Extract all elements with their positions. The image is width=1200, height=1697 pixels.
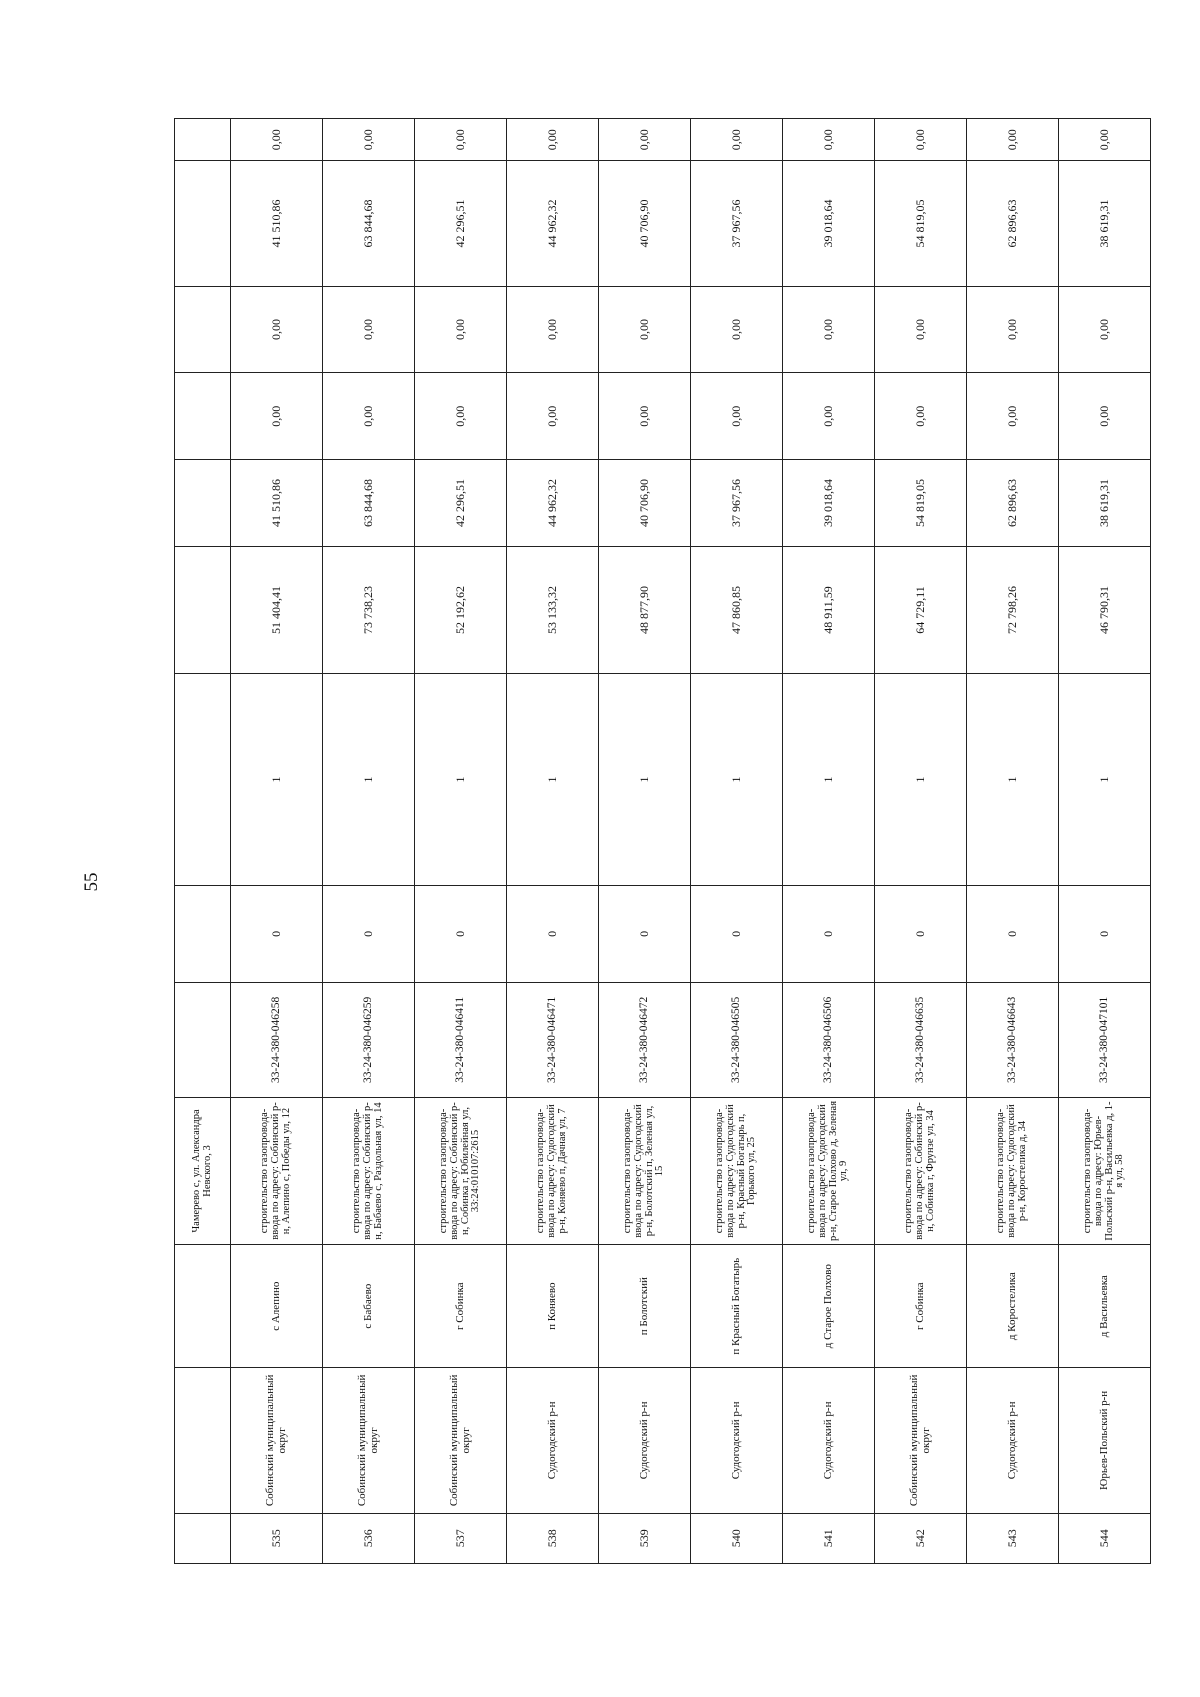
value-cell: 1 bbox=[231, 674, 323, 886]
amount-cell: 47 860,85 bbox=[691, 546, 783, 673]
value-cell: 1 bbox=[783, 674, 875, 886]
table-cell bbox=[175, 982, 231, 1097]
amount-cell: 41 510,86 bbox=[231, 161, 323, 286]
row-number-cell: 537 bbox=[415, 1513, 507, 1563]
amount-cell: 64 729,11 bbox=[875, 546, 967, 673]
row-number-cell: 541 bbox=[783, 1513, 875, 1563]
row-number-cell: 543 bbox=[967, 1513, 1059, 1563]
district-cell: Судогодский р-н bbox=[599, 1368, 691, 1513]
amount-cell: 0,00 bbox=[415, 286, 507, 373]
description-cell: строительство газопровода-ввода по адресу: Собинский р-н, Алепино с, Победы ул, 12 bbox=[231, 1097, 323, 1244]
description-cell: строительство газопровода-ввода по адресу: Судогодский р-н, Красный Богатырь п, Горького ул, 25 bbox=[691, 1097, 783, 1244]
amount-cell: 0,00 bbox=[1059, 286, 1151, 373]
district-cell: Судогодский р-н bbox=[691, 1368, 783, 1513]
code-cell: 33-24-380-047101 bbox=[1059, 982, 1151, 1097]
amount-cell: 0,00 bbox=[231, 373, 323, 460]
amount-cell: 44 962,32 bbox=[507, 460, 599, 547]
table-row bbox=[415, 119, 507, 1564]
value-cell: 1 bbox=[1059, 674, 1151, 886]
amount-cell: 0,00 bbox=[967, 286, 1059, 373]
amount-cell: 63 844,68 bbox=[323, 460, 415, 547]
locality-cell: п Коняево bbox=[507, 1245, 599, 1368]
value-cell: 1 bbox=[691, 674, 783, 886]
table-cell bbox=[175, 161, 231, 286]
row-number-cell: 540 bbox=[691, 1513, 783, 1563]
amount-cell: 0,00 bbox=[323, 373, 415, 460]
district-cell: Судогодский р-н bbox=[783, 1368, 875, 1513]
description-cell: строительство газопровода-ввода по адресу: Юрьев-Польский р-н, Васильевка д, 1-я ул, 58 bbox=[1059, 1097, 1151, 1244]
table-cell bbox=[175, 286, 231, 373]
value-cell: 1 bbox=[323, 674, 415, 886]
table-cell bbox=[175, 373, 231, 460]
amount-cell: 48 911,59 bbox=[783, 546, 875, 673]
amount-cell: 38 619,31 bbox=[1059, 460, 1151, 547]
locality-cell: г Собинка bbox=[415, 1245, 507, 1368]
locality-cell: с Бабаево bbox=[323, 1245, 415, 1368]
amount-cell: 62 896,63 bbox=[967, 161, 1059, 286]
district-cell: Собинский муниципальный округ bbox=[415, 1368, 507, 1513]
amount-cell: 0,00 bbox=[783, 119, 875, 161]
description-cell: строительство газопровода-ввода по адресу: Судогодский р-н, Болотский п, Зеленая ул, 15 bbox=[599, 1097, 691, 1244]
table-row bbox=[875, 119, 967, 1564]
amount-cell: 0,00 bbox=[507, 373, 599, 460]
table-row bbox=[967, 119, 1059, 1564]
table-row bbox=[231, 119, 323, 1564]
description-cell: строительство газопровода-ввода по адресу: Судогодский р-н, Коростелика д, 34 bbox=[967, 1097, 1059, 1244]
amount-cell: 0,00 bbox=[875, 286, 967, 373]
table-row bbox=[323, 119, 415, 1564]
locality-cell: д Коростелика bbox=[967, 1245, 1059, 1368]
amount-cell: 0,00 bbox=[967, 119, 1059, 161]
description-cell: строительство газопровода-ввода по адресу: Собинский р-н, Собинка г, Фрунзе ул, 34 bbox=[875, 1097, 967, 1244]
amount-cell: 48 877,90 bbox=[599, 546, 691, 673]
table-cell bbox=[175, 885, 231, 982]
amount-cell: 0,00 bbox=[507, 286, 599, 373]
row-number-cell: 536 bbox=[323, 1513, 415, 1563]
table-cell bbox=[175, 546, 231, 673]
value-cell: 0 bbox=[323, 885, 415, 982]
amount-cell: 40 706,90 bbox=[599, 460, 691, 547]
value-cell: 0 bbox=[875, 885, 967, 982]
amount-cell: 62 896,63 bbox=[967, 460, 1059, 547]
locality-cell: п Болотский bbox=[599, 1245, 691, 1368]
amount-cell: 0,00 bbox=[875, 119, 967, 161]
value-cell: 0 bbox=[967, 885, 1059, 982]
district-cell: Судогодский р-н bbox=[967, 1368, 1059, 1513]
locality-cell: д Старое Полхово bbox=[783, 1245, 875, 1368]
value-cell: 1 bbox=[875, 674, 967, 886]
value-cell: 0 bbox=[231, 885, 323, 982]
amount-cell: 72 798,26 bbox=[967, 546, 1059, 673]
value-cell: 0 bbox=[1059, 885, 1151, 982]
amount-cell: 41 510,86 bbox=[231, 460, 323, 547]
amount-cell: 0,00 bbox=[323, 119, 415, 161]
row-number-cell: 542 bbox=[875, 1513, 967, 1563]
page-number: 55 bbox=[81, 872, 102, 892]
description-cell: строительство газопровода-ввода по адресу: Судогодский р-н, Старое Полхово д, Зеленая ул, 9 bbox=[783, 1097, 875, 1244]
value-cell: 1 bbox=[507, 674, 599, 886]
code-cell: 33-24-380-046472 bbox=[599, 982, 691, 1097]
amount-cell: 0,00 bbox=[967, 373, 1059, 460]
amount-cell: 0,00 bbox=[507, 119, 599, 161]
table-row bbox=[599, 119, 691, 1564]
header-fragment-cell: Чамерево с, ул. Александра Невского, 3 bbox=[175, 1097, 231, 1244]
amount-cell: 37 967,56 bbox=[691, 460, 783, 547]
table-cell bbox=[175, 674, 231, 886]
description-cell: строительство газопровода-ввода по адресу: Собинский р-н, Собинка г, Юбилейная ул, 33:24:010107:2615 bbox=[415, 1097, 507, 1244]
value-cell: 0 bbox=[415, 885, 507, 982]
table-row bbox=[1059, 119, 1151, 1564]
amount-cell: 0,00 bbox=[875, 373, 967, 460]
amount-cell: 54 819,05 bbox=[875, 161, 967, 286]
table-frame bbox=[174, 118, 1132, 1564]
data-table bbox=[174, 118, 1151, 1564]
table-cell bbox=[175, 1513, 231, 1563]
locality-cell: г Собинка bbox=[875, 1245, 967, 1368]
row-number-cell: 544 bbox=[1059, 1513, 1151, 1563]
amount-cell: 39 018,64 bbox=[783, 460, 875, 547]
locality-cell: д Васильевка bbox=[1059, 1245, 1151, 1368]
amount-cell: 0,00 bbox=[1059, 373, 1151, 460]
table-cell bbox=[175, 1368, 231, 1513]
description-cell: строительство газопровода-ввода по адресу: Собинский р-н, Бабаево с, Раздольная ул, 14 bbox=[323, 1097, 415, 1244]
amount-cell: 37 967,56 bbox=[691, 161, 783, 286]
district-cell: Собинский муниципальный округ bbox=[231, 1368, 323, 1513]
amount-cell: 63 844,68 bbox=[323, 161, 415, 286]
row-number-cell: 538 bbox=[507, 1513, 599, 1563]
amount-cell: 0,00 bbox=[599, 119, 691, 161]
amount-cell: 42 296,51 bbox=[415, 161, 507, 286]
amount-cell: 51 404,41 bbox=[231, 546, 323, 673]
amount-cell: 38 619,31 bbox=[1059, 161, 1151, 286]
amount-cell: 0,00 bbox=[415, 119, 507, 161]
table-cell bbox=[175, 460, 231, 547]
amount-cell: 0,00 bbox=[323, 286, 415, 373]
district-cell: Судогодский р-н bbox=[507, 1368, 599, 1513]
amount-cell: 0,00 bbox=[783, 373, 875, 460]
amount-cell: 52 192,62 bbox=[415, 546, 507, 673]
amount-cell: 0,00 bbox=[691, 286, 783, 373]
table-row bbox=[783, 119, 875, 1564]
locality-cell: п Красный Богатырь bbox=[691, 1245, 783, 1368]
row-number-cell: 539 bbox=[599, 1513, 691, 1563]
code-cell: 33-24-380-046258 bbox=[231, 982, 323, 1097]
district-cell: Собинский муниципальный округ bbox=[323, 1368, 415, 1513]
district-cell: Юрьев-Польский р-н bbox=[1059, 1368, 1151, 1513]
header-fragment-row bbox=[175, 119, 231, 1564]
amount-cell: 0,00 bbox=[231, 119, 323, 161]
amount-cell: 53 133,32 bbox=[507, 546, 599, 673]
table-cell bbox=[175, 1245, 231, 1368]
code-cell: 33-24-380-046471 bbox=[507, 982, 599, 1097]
locality-cell: с Алепино bbox=[231, 1245, 323, 1368]
code-cell: 33-24-380-046635 bbox=[875, 982, 967, 1097]
amount-cell: 40 706,90 bbox=[599, 161, 691, 286]
amount-cell: 0,00 bbox=[783, 286, 875, 373]
value-cell: 1 bbox=[599, 674, 691, 886]
value-cell: 0 bbox=[783, 885, 875, 982]
value-cell: 0 bbox=[507, 885, 599, 982]
value-cell: 1 bbox=[967, 674, 1059, 886]
district-cell: Собинский муниципальный округ bbox=[875, 1368, 967, 1513]
table-row bbox=[507, 119, 599, 1564]
amount-cell: 0,00 bbox=[599, 286, 691, 373]
code-cell: 33-24-380-046505 bbox=[691, 982, 783, 1097]
amount-cell: 73 738,23 bbox=[323, 546, 415, 673]
amount-cell: 0,00 bbox=[599, 373, 691, 460]
table-cell bbox=[175, 119, 231, 161]
value-cell: 0 bbox=[599, 885, 691, 982]
amount-cell: 39 018,64 bbox=[783, 161, 875, 286]
description-cell: строительство газопровода-ввода по адресу: Судогодский р-н, Коняево п, Дачная ул, 7 bbox=[507, 1097, 599, 1244]
amount-cell: 0,00 bbox=[1059, 119, 1151, 161]
amount-cell: 0,00 bbox=[231, 286, 323, 373]
table-row bbox=[691, 119, 783, 1564]
code-cell: 33-24-380-046411 bbox=[415, 982, 507, 1097]
amount-cell: 44 962,32 bbox=[507, 161, 599, 286]
amount-cell: 0,00 bbox=[691, 373, 783, 460]
amount-cell: 42 296,51 bbox=[415, 460, 507, 547]
amount-cell: 0,00 bbox=[415, 373, 507, 460]
code-cell: 33-24-380-046506 bbox=[783, 982, 875, 1097]
code-cell: 33-24-380-046259 bbox=[323, 982, 415, 1097]
row-number-cell: 535 bbox=[231, 1513, 323, 1563]
amount-cell: 54 819,05 bbox=[875, 460, 967, 547]
amount-cell: 46 790,31 bbox=[1059, 546, 1151, 673]
value-cell: 1 bbox=[415, 674, 507, 886]
value-cell: 0 bbox=[691, 885, 783, 982]
code-cell: 33-24-380-046643 bbox=[967, 982, 1059, 1097]
amount-cell: 0,00 bbox=[691, 119, 783, 161]
